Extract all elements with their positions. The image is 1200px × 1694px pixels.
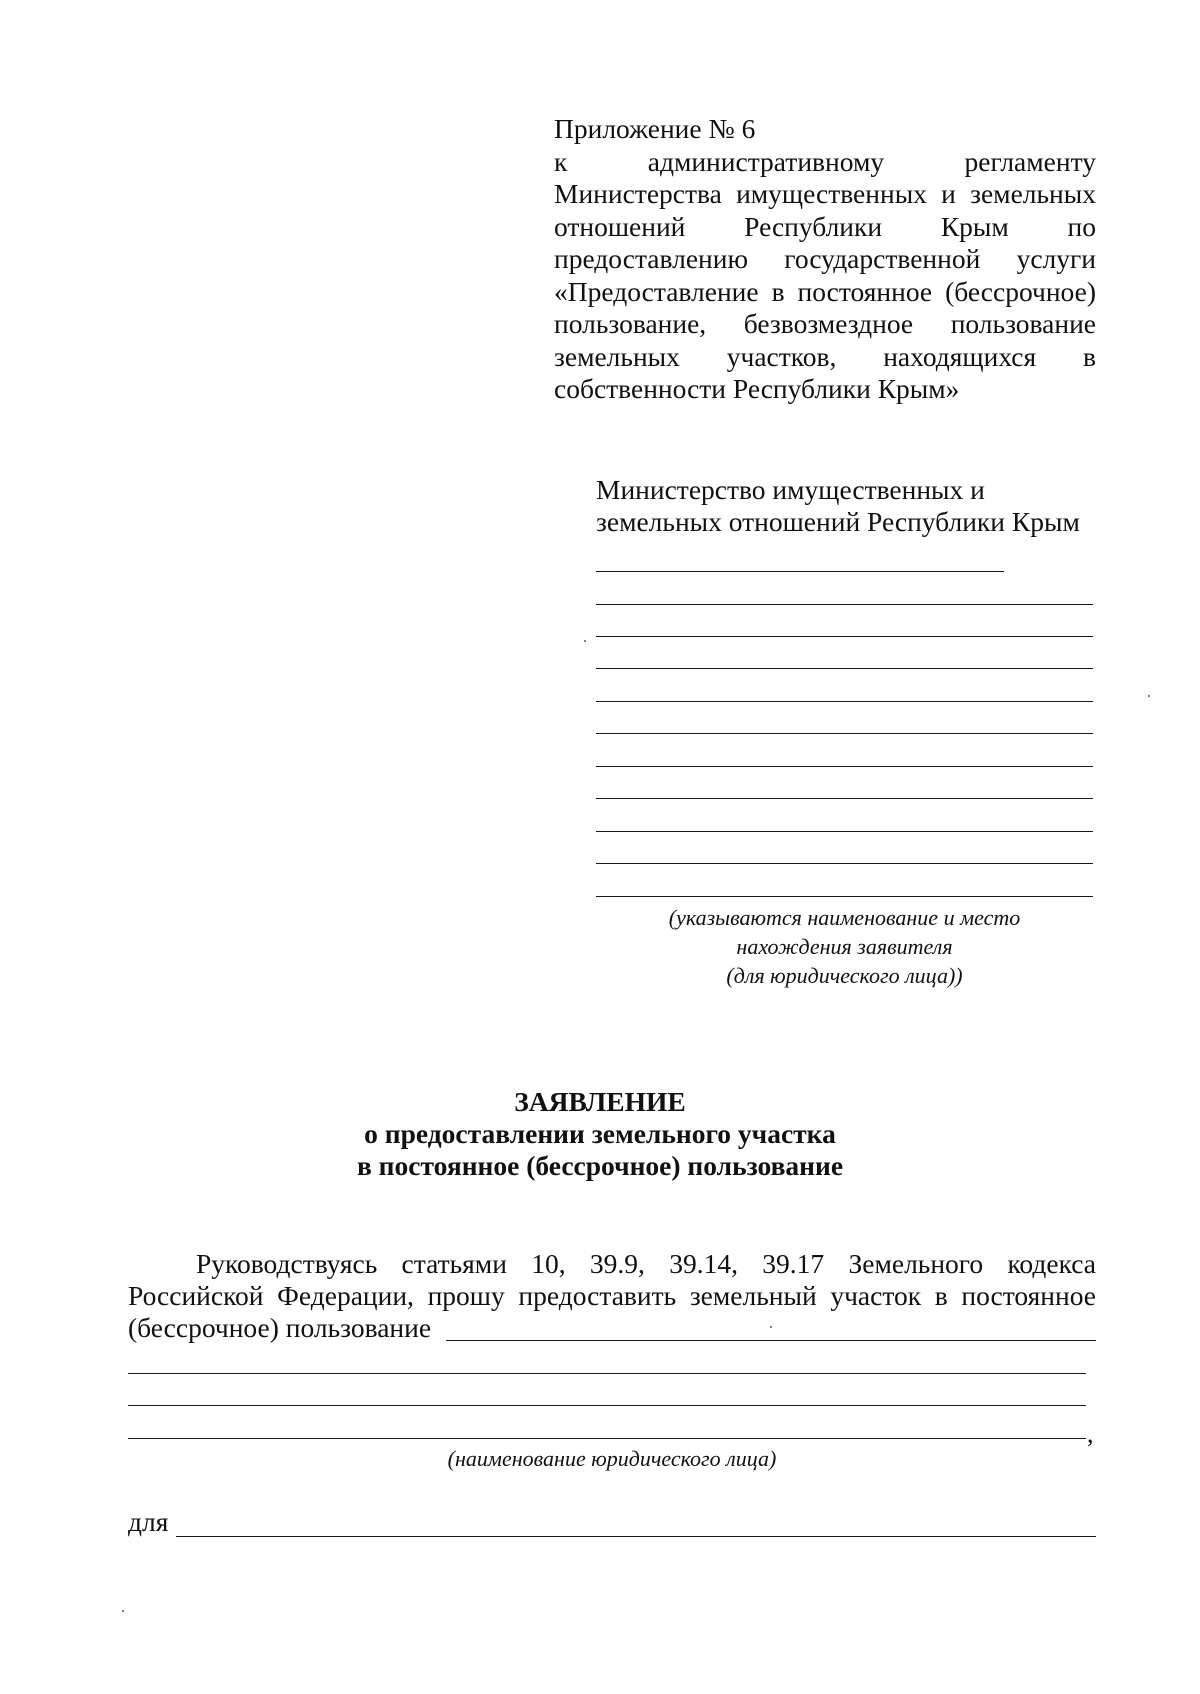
caption-line: нахождения заявителя	[736, 934, 953, 959]
scan-speck	[770, 1326, 772, 1328]
applicant-caption	[596, 903, 1093, 990]
addressee-block	[596, 474, 1116, 538]
applicant-fill-line[interactable]	[596, 863, 1093, 864]
appendix-line: пользование, безвозмездное пользование	[554, 308, 1096, 339]
appendix-line: «Предоставление в постоянное (бессрочное)	[554, 275, 1096, 307]
appendix-line: собственности Республики Крым»	[554, 373, 960, 404]
applicant-fill-line[interactable]	[596, 733, 1093, 734]
applicant-fill-line[interactable]	[596, 766, 1093, 767]
appendix-line: к административному регламенту	[554, 145, 1096, 177]
appendix-line: Министерства имущественных и земельных	[554, 178, 1096, 209]
applicant-fill-line[interactable]	[596, 701, 1093, 702]
applicant-fill-line[interactable]	[596, 798, 1093, 799]
statement-body	[128, 1248, 1096, 1344]
appendix-block	[554, 113, 1096, 406]
scan-speck	[122, 1610, 124, 1612]
addressee-line: Министерство имущественных и	[596, 474, 985, 505]
applicant-fill-line[interactable]	[596, 571, 1004, 572]
addressee-line: земельных отношений Республики Крым	[596, 506, 1080, 537]
legal-entity-fill-line[interactable]	[128, 1405, 1086, 1406]
appendix-line: предоставлению государственной услуги	[554, 243, 1096, 274]
legal-entity-caption	[128, 1444, 1096, 1473]
statement-title: ЗАЯВЛЕНИЕ	[514, 1086, 686, 1117]
purpose-fill-line[interactable]	[176, 1536, 1096, 1537]
caption-line: (указываются наименование и место	[668, 905, 1021, 930]
body-line: (бессрочное) пользование	[128, 1312, 432, 1343]
caption-line: (наименование юридического лица)	[447, 1446, 777, 1471]
appendix-line: земельных участков, находящихся в	[554, 340, 1096, 372]
applicant-fill-line[interactable]	[596, 896, 1093, 897]
body-line: Руководствуясь статьями 10, 39.9, 39.14, 39.17 Земельного кодекса	[196, 1248, 1096, 1279]
statement-subtitle: о предоставлении земельного участка	[364, 1118, 836, 1149]
scan-speck	[1148, 695, 1150, 697]
applicant-fill-line[interactable]	[596, 831, 1093, 832]
appendix-title: Приложение № 6	[554, 113, 756, 144]
legal-entity-fill-line[interactable]	[128, 1438, 1086, 1439]
applicant-fill-line[interactable]	[596, 636, 1093, 637]
applicant-fill-line[interactable]	[596, 668, 1093, 669]
applicant-fill-line[interactable]	[596, 604, 1093, 605]
appendix-line: отношений Республики Крым по	[554, 210, 1096, 242]
for-label: для	[128, 1506, 169, 1537]
legal-entity-fill-line[interactable]	[128, 1373, 1086, 1374]
legal-entity-fill-line[interactable]	[446, 1340, 1096, 1341]
scan-speck	[584, 640, 586, 642]
caption-line: (для юридического лица))	[726, 963, 963, 988]
body-line: Российской Федерации, прошу предоставить земельный участок в постоянное	[128, 1280, 1096, 1311]
statement-subtitle: в постоянное (бессрочное) пользование	[356, 1150, 844, 1181]
trailing-comma: ,	[1087, 1419, 1094, 1448]
statement-heading	[0, 1086, 1200, 1182]
